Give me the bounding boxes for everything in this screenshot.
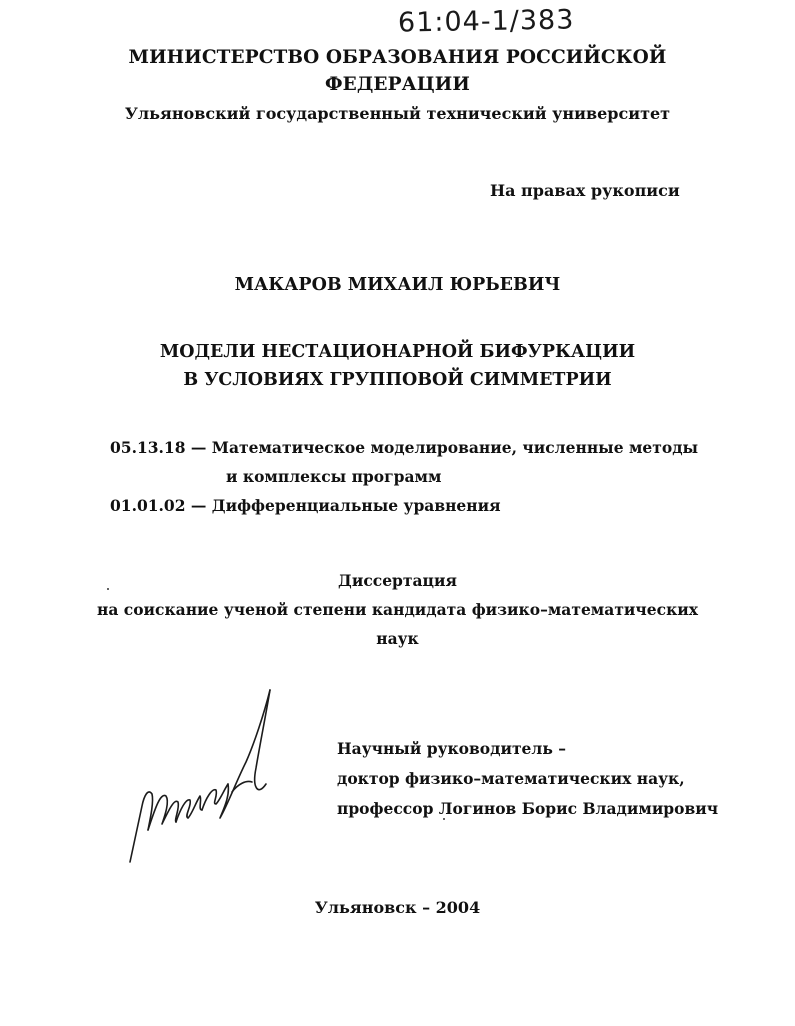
city-year: Ульяновск – 2004	[314, 898, 481, 917]
title-line-1: МОДЕЛИ НЕСТАЦИОНАРНОЙ БИФУРКАЦИИ	[159, 342, 636, 362]
dissertation-purpose	[0, 566, 795, 653]
scientific-supervisor	[337, 734, 718, 824]
supervisor-line-2: доктор физико–математических наук,	[337, 769, 685, 788]
signature-image	[120, 684, 290, 874]
dissertation-line-3: наук	[376, 629, 419, 648]
specialty-1-continuation: и комплексы программ	[226, 467, 442, 486]
dissertation-title	[0, 338, 795, 394]
dissertation-line-1: Диссертация	[338, 571, 457, 590]
scan-speck	[107, 588, 109, 590]
scan-speck	[443, 818, 445, 820]
ministry-line-1: МИНИСТЕРСТВО ОБРАЗОВАНИЯ РОССИЙСКОЙ	[128, 47, 667, 68]
specialty-1: 05.13.18 — Математическое моделирование, численные методы	[110, 438, 699, 457]
author-name: МАКАРОВ МИХАИЛ ЮРЬЕВИЧ	[234, 275, 561, 295]
archive-code-handwritten: 61:04-1/383	[397, 4, 575, 39]
supervisor-line-3: профессор Логинов Борис Владимирович	[337, 799, 719, 818]
supervisor-line-1: Научный руководитель –	[337, 739, 567, 758]
university-name: Ульяновский государственный технический университет	[124, 104, 671, 123]
ministry-header	[0, 44, 795, 98]
ministry-line-2: ФЕДЕРАЦИИ	[325, 74, 470, 95]
specialty-2: 01.01.02 — Дифференциальные уравнения	[110, 496, 501, 515]
manuscript-note: На правах рукописи	[490, 181, 680, 200]
title-line-2: В УСЛОВИЯХ ГРУППОВОЙ СИММЕТРИИ	[183, 370, 612, 390]
dissertation-line-2: на соискание ученой степени кандидата физико–математических	[96, 600, 698, 619]
